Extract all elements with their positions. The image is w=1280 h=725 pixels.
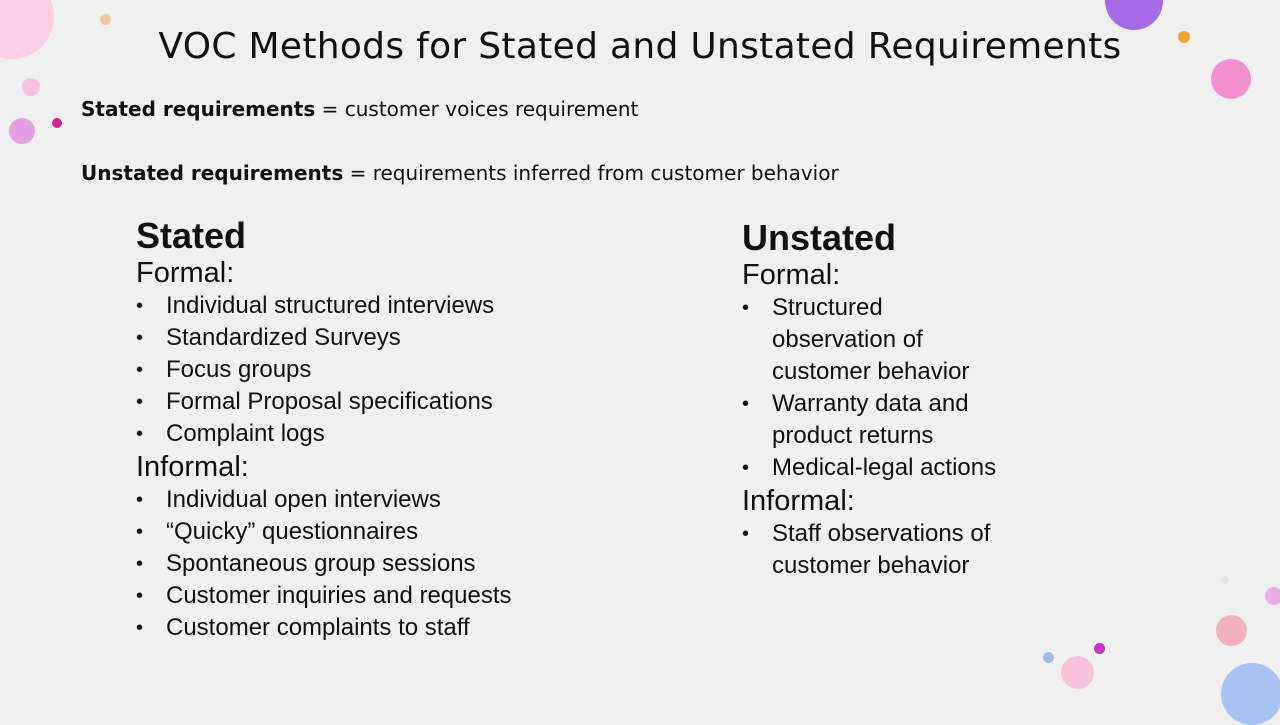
list-item: • Individual open interviews <box>136 484 512 516</box>
formal-list <box>742 292 996 484</box>
informal-list <box>136 484 512 644</box>
list-item-line: customer behavior <box>772 358 970 385</box>
list-item: • Standardized Surveys <box>136 322 512 354</box>
informal-label: Informal: <box>136 451 249 483</box>
decor-dot <box>22 78 40 96</box>
decor-dot <box>1216 615 1247 646</box>
list-item: • “Quicky” questionnaires <box>136 516 512 548</box>
list-item <box>742 292 996 388</box>
list-item: • Complaint logs <box>136 418 512 450</box>
definition-text: = requirements inferred from customer behavior <box>343 161 839 185</box>
list-item <box>742 518 996 582</box>
decor-dot <box>1094 643 1105 654</box>
decor-dot <box>1043 652 1054 663</box>
list-item: • Focus groups <box>136 354 512 386</box>
decor-dot <box>9 118 35 144</box>
list-item: • Customer inquiries and requests <box>136 580 512 612</box>
decor-dot <box>1221 576 1229 584</box>
decor-dot <box>100 14 111 25</box>
list-item: • Individual structured interviews <box>136 290 512 322</box>
stated-column <box>136 216 512 644</box>
definition-stated <box>81 97 638 121</box>
definition-term: Unstated requirements <box>81 161 344 185</box>
list-item: • Spontaneous group sessions <box>136 548 512 580</box>
unstated-column <box>742 218 996 582</box>
definition-term: Stated requirements <box>81 97 316 121</box>
formal-list <box>136 290 512 450</box>
formal-label: Formal: <box>136 257 235 289</box>
list-item-line: Staff observations of <box>772 520 991 547</box>
column-heading: Unstated <box>742 217 897 258</box>
decor-dot <box>52 118 62 128</box>
list-item-line: Structured <box>772 294 883 321</box>
slide-title: VOC Methods for Stated and Unstated Requirements <box>158 26 1122 67</box>
list-item-line: product returns <box>772 422 934 449</box>
list-item-line: customer behavior <box>772 552 970 579</box>
definition-unstated <box>81 161 839 185</box>
definition-text: = customer voices requirement <box>315 97 639 121</box>
formal-label: Formal: <box>742 259 841 291</box>
list-item-line: observation of <box>772 326 923 353</box>
list-item-line: Medical-legal actions <box>772 454 997 481</box>
list-item <box>742 452 996 484</box>
informal-label: Informal: <box>742 485 855 517</box>
column-heading: Stated <box>136 215 247 256</box>
decor-dot <box>1221 663 1280 725</box>
list-item: • Customer complaints to staff <box>136 612 512 644</box>
list-item <box>742 388 996 452</box>
list-item: • Formal Proposal specifications <box>136 386 512 418</box>
list-item-line: Warranty data and <box>772 390 969 417</box>
decor-dot <box>1061 656 1094 689</box>
decor-dot <box>1265 587 1280 605</box>
informal-list <box>742 518 996 582</box>
